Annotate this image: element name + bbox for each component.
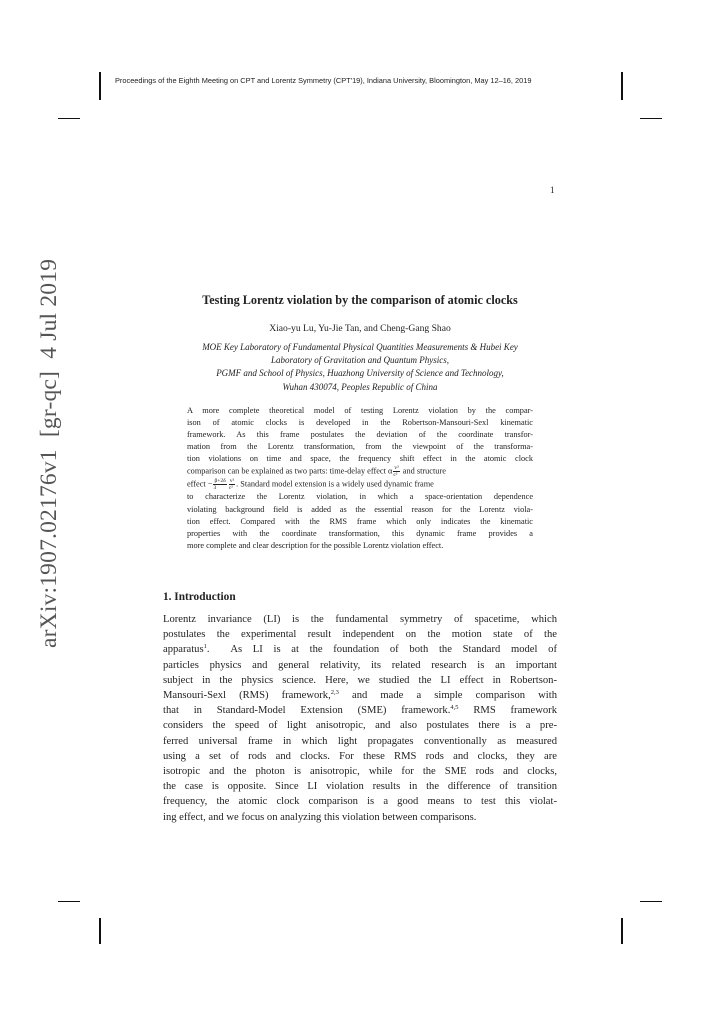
abstract-line: tion violations on time and space, the frequency shift effect in the atomic clock: [187, 454, 533, 464]
body-line: frequency, the atomic clock comparison is a good means to test this violat-: [163, 796, 557, 808]
abstract-line: properties with the coordinate transformation, this dynamic frame provides a: [187, 528, 533, 538]
fraction-v2-c2: [393, 465, 399, 478]
body-line: subject in the physics science. Here, we studied the LI effect in Robertson-: [163, 674, 557, 686]
arxiv-identifier-stamp[interactable]: [36, 259, 63, 648]
body-line: Lorentz invariance (LI) is the fundamental symmetry of spacetime, which: [163, 614, 557, 625]
fraction-numerator: v²: [394, 465, 399, 472]
crop-mark-bottom-right-horizontal: [640, 901, 662, 902]
abstract-text: and structure: [400, 466, 446, 476]
crop-mark-top-left-vertical: [99, 72, 101, 100]
abstract-line: to characterize the Lorentz violation, in which a space-orientation dependence: [187, 492, 533, 502]
author-affiliation: [160, 341, 560, 394]
abstract-text: . Standard model extension is a widely used dynamic frame: [236, 479, 434, 489]
abstract-text: effect −: [187, 479, 213, 489]
body-text: Mansouri-Sexl (RMS) framework,: [163, 690, 331, 702]
body-text: RMS framework: [458, 705, 557, 717]
abstract-line: ison of atomic clocks is developed in the Robertson-Mansouri-Sexl kinematic: [187, 418, 533, 428]
paper-authors: Xiao-yu Lu, Yu-Jie Tan, and Cheng-Gang Shao: [269, 323, 451, 334]
citation-4-5[interactable]: 4,5: [450, 704, 459, 712]
abstract-line: tion effect. Compared with the RMS frame which only indicates the kinematic: [187, 516, 533, 526]
body-line: [163, 688, 557, 703]
introduction-body: [163, 612, 557, 825]
body-line: particles physics and general relativity, its related research is an important: [163, 659, 557, 671]
abstract-line: mation from the Lorentz transformation, from the viewpoint of the transforma-: [187, 442, 533, 452]
running-head: Proceedings of the Eighth Meeting on CPT and Lorentz Symmetry (CPT'19), Indiana University, Bloomington, May 12–16, 2019: [115, 76, 532, 85]
body-text: apparatus: [163, 644, 204, 656]
body-line: using a set of rods and clocks. For these RMS rods and clocks, they are: [163, 750, 557, 762]
body-text: and made a simple comparison with: [338, 690, 557, 702]
page-number: 1: [550, 185, 555, 195]
citation-2-3[interactable]: 2,3: [330, 689, 339, 697]
fraction-denominator: 3: [213, 485, 217, 492]
abstract-line-with-formula: [187, 478, 533, 491]
abstract-line: violating background field is added as the essential reason for the Lorentz viola-: [187, 504, 533, 514]
affiliation-line: MOE Key Laboratory of Fundamental Physical Quantities Measurements & Hubei Key: [202, 342, 518, 352]
fraction-numerator: v²: [229, 478, 235, 485]
affiliation-line: Wuhan 430074, Peoples Republic of China: [282, 381, 438, 392]
body-text: that in Standard-Model Extension (SME) framework.: [163, 705, 451, 717]
abstract-text: comparison can be explained as two parts: time-delay effect α: [187, 466, 393, 476]
affiliation-line: PGMF and School of Physics, Huazhong University of Science and Technology,: [216, 368, 504, 379]
citation-1[interactable]: 1: [203, 643, 207, 651]
body-line: isotropic and the photon is anisotropic, while for the SME rods and clocks,: [163, 766, 557, 778]
body-line: postulates the experimental result independent on the motion state of the: [163, 629, 557, 641]
body-text: . As LI is at the foundation of both the Standard model of: [206, 644, 557, 656]
body-line: [163, 703, 557, 718]
abstract-line: A more complete theoretical model of testing Lorentz violation by the compar-: [187, 406, 533, 415]
section-heading-introduction: 1. Introduction: [163, 591, 236, 603]
body-line: the case is opposite. Since LI violation results in the difference of transition: [163, 781, 557, 793]
abstract-line: more complete and clear description for the possible Lorentz violation effect.: [187, 540, 444, 550]
crop-mark-top-right-vertical: [621, 72, 623, 100]
crop-mark-top-left-horizontal: [58, 118, 80, 119]
crop-mark-bottom-left-horizontal: [58, 901, 80, 902]
arxiv-stamp-text: arXiv:1907.02176v1 [gr-qc] 4 Jul 2019: [36, 258, 62, 648]
fraction-numerator: β+2δ: [214, 478, 226, 485]
fraction-denominator: c²: [393, 472, 398, 479]
body-line: ing effect, and we focus on analyzing this violation between comparisons.: [163, 811, 477, 823]
crop-mark-bottom-right-vertical: [621, 918, 623, 944]
affiliation-line: Laboratory of Gravitation and Quantum Physics,: [271, 355, 449, 366]
paper-title: Testing Lorentz violation by the comparison of atomic clocks: [202, 293, 518, 307]
fraction-beta-delta: [213, 478, 226, 491]
abstract-line: framework. As this frame postulates the deviation of the coordinate transfor-: [187, 430, 533, 440]
abstract-line-with-formula: [187, 465, 533, 478]
crop-mark-top-right-horizontal: [640, 118, 662, 119]
body-line: considers the speed of light anisotropic, and also postulates there is a pre-: [163, 720, 557, 732]
fraction-denominator: c²: [228, 485, 233, 492]
fraction-v2-c2: [229, 478, 235, 491]
body-line: [163, 642, 557, 657]
abstract: [187, 405, 533, 552]
body-line: ferred universal frame in which light propagates conventionally as measured: [163, 735, 557, 747]
crop-mark-bottom-left-vertical: [99, 918, 101, 944]
